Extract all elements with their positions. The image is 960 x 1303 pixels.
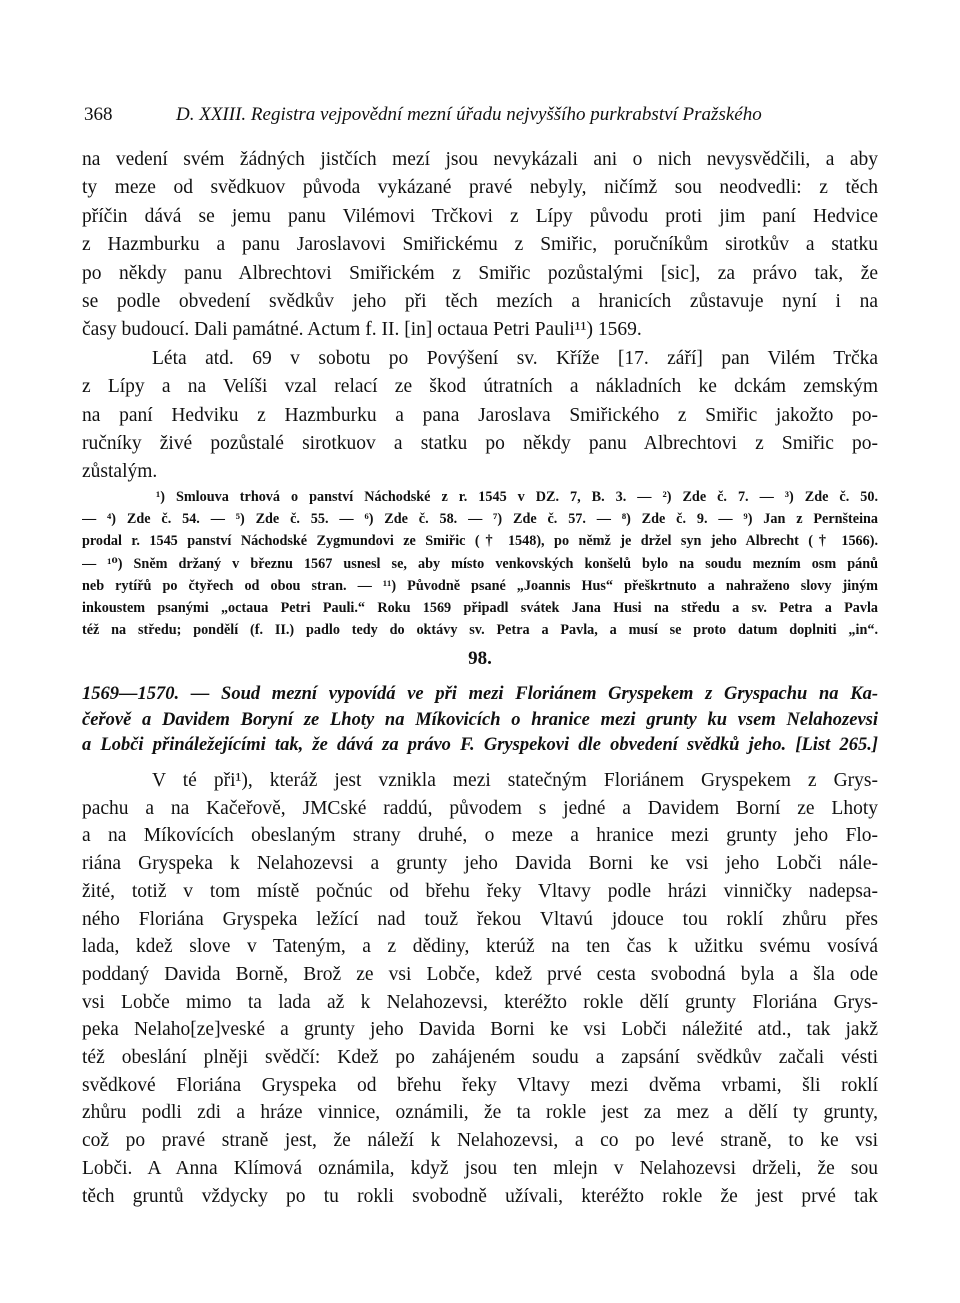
body-line: Lobči. A Anna Klímová oznámila, když jsou ten mlejn v Nelahozevsi drželi, že sou	[82, 1157, 878, 1179]
body-line: poddaný Davida Borně, Brož ze vsi Lobče, kdež prvé cesta svobodná byla a šla ode	[82, 963, 878, 985]
footnote-line: neb rytířů po čtyřech od obou stran. — ¹¹) Původně psané „Joannis Hus“ přeškrtnuto a nahraženo slovy jiným	[82, 577, 878, 594]
entry-regest	[82, 682, 878, 759]
body-line: z Hazmburku a panu Jaroslavovi Smiřickému z Smiřic, poručníkům sirotkův a statku	[82, 234, 878, 256]
regest-line: čeřově a Davidem Boryní ze Lhoty na Míkovicích o hranice mezi grunty ku vsem Nelahozevsi	[82, 709, 878, 730]
body-line: těch gruntů vždycky po tu rokli svobodně užívali, kteréžto rokle že jest prvé tak	[82, 1185, 878, 1207]
regest-line: 1569—1570. — Soud mezní vypovídá ve při mezi Floriánem Gryspekem z Gryspachu na Ka-	[82, 684, 878, 704]
running-header	[84, 104, 884, 130]
body-line: lada, kdež slove v Tateným, a z dědiny, kterúž na ten čas k užitku svému vosívá	[82, 936, 878, 958]
entry-number: 98.	[468, 648, 492, 669]
page-number: 368	[84, 104, 113, 125]
footnote-line: — ¹⁰) Sněm držaný v březnu 1567 usnesl se, aby místo venkovských konšelů bylo na soudu mezním osm pánů	[82, 555, 878, 572]
body-line: příčin dává se jemu panu Vilémovi Trčkovi z Lípy původu proti jim paní Hedvice	[82, 205, 878, 227]
body-line: Léta atd. 69 v sobotu po Povýšení sv. Kříže [17. září] pan Vilém Trčka	[152, 347, 878, 369]
body-line: časy budoucí. Dali památné. Actum f. II. [in] octaua Petri Pauli¹¹) 1569.	[82, 319, 642, 341]
body-line: vsi Lobče mimo ta lada až k Nelahozevsi, kteréžto rokle dělí grunty Floriána Grys-	[82, 991, 878, 1013]
footnote-line: prodal r. 1545 panství Náchodské Zygmundovi ze Smiřic († 1548), po němž je držel syn jeho Albrecht († 1566).	[82, 533, 878, 550]
body-line: což po pravé straně jest, že náleží k Nelahozevsi, a co po levé straně, to ke vsi	[82, 1130, 878, 1152]
footnote-line: inkoustem psanými „octaua Petri Pauli.“ Roku 1569 připadl svátek Jana Husi na středu a sv. Petra a Pavla	[82, 600, 878, 617]
footnote-line: ¹) Smlouva trhová o panství Náchodské z r. 1545 v DZ. 7, B. 3. — ²) Zde č. 7. — ³) Zde č. 50.	[156, 489, 878, 505]
body-line: po někdy panu Albrechtovi Smiřickém z Smiřic pozůstalými [sic], za právo tak, že	[82, 262, 878, 284]
body-line: V té při¹), kteráž jest vznikla mezi statečným Floriánem Gryspekem z Grys-	[152, 770, 878, 791]
body-line: ty meze od svědkuov původa vykázané pravé nebyly, ničímž sou neodvedli: z těch	[82, 177, 878, 199]
body-line: z Lípy a na Velíši vzal relací ze škod útratních a nákladních ke dckám zemským	[82, 376, 878, 398]
body-line: zůstalým.	[82, 461, 158, 483]
body-line: se podle obvedení svědkův jeho při těch mezích a hranicích zůstavuje nyní i na	[82, 291, 878, 313]
running-title: D. XXIII. Registra vejpovědní mezní úřadu nejvyššího purkrabství Pražského	[176, 104, 762, 125]
body-line: zhůru podli zdi a hráze vinnice, oznámili, že ta rokle jest za mez a dělí ty grunty,	[82, 1102, 878, 1124]
footnote-line: též na středu; pondělí (f. II.) padlo tedy do oktávy sv. Petra a Pavla, a musí se proto datum doplniti „in“.	[82, 622, 878, 639]
body-line: na vedení svém žádných jistčích mezí jsou nevykázali ani o nich nevysvědčili, a aby	[82, 149, 878, 170]
body-line: a na Míkovících obeslaným strany druhé, o meze a hranice mezi grunty jeho Flo-	[82, 825, 878, 847]
body-line: peka Nelaho[ze]veské a grunty jeho Davida Borni ke vsi Lobči náležité atd., tak jakž	[82, 1019, 878, 1041]
body-line: pachu a na Kačeřově, JMCské raddú, původem s jedné a Davidem Borní ze Lhoty	[82, 797, 878, 819]
body-line: žité, totiž v tom místě počnúc od břehu řeky Vltavy podle hrázi vinničky nadepsa-	[82, 880, 878, 902]
entry-body-text	[82, 767, 878, 1210]
body-line: ručníky živé pozůstalé sirotkuov a statku po někdy panu Albrechtovi z Smiřic po-	[82, 433, 878, 455]
footnotes	[82, 486, 878, 641]
footnote-line: — ⁴) Zde č. 54. — ⁵) Zde č. 55. — ⁶) Zde č. 58. — ⁷) Zde č. 57. — ⁸) Zde č. 9. — ⁹) Jan z Pernšteina	[82, 511, 878, 528]
body-line: svědkové Floriána Gryspeka od břehu řeky Vltavy mezi dvěma vrbami, šli roklí	[82, 1074, 878, 1096]
regest-line: a Lobči přináležejícími tak, že dává za právo F. Gryspekovi dle obvedení svědků jeho. [List 265.]	[82, 735, 878, 755]
body-line: na paní Hedviku z Hazmburku a pana Jaroslava Smiřického z Smiřic jakožto po-	[82, 404, 878, 426]
body-text-continued	[82, 146, 878, 487]
body-line: riána Gryspeka k Nelahozevsi a grunty jeho Davida Borni ke vsi jeho Lobči nále-	[82, 853, 878, 875]
body-line: ného Floriána Gryspeka ležící nad touž řekou Vltavú jdouce tou roklí zhůru přes	[82, 908, 878, 930]
body-line: též obeslání plněji svědčí: Kdež po zahájeném soudu a zapsání svědkův začali vésti	[82, 1047, 878, 1069]
